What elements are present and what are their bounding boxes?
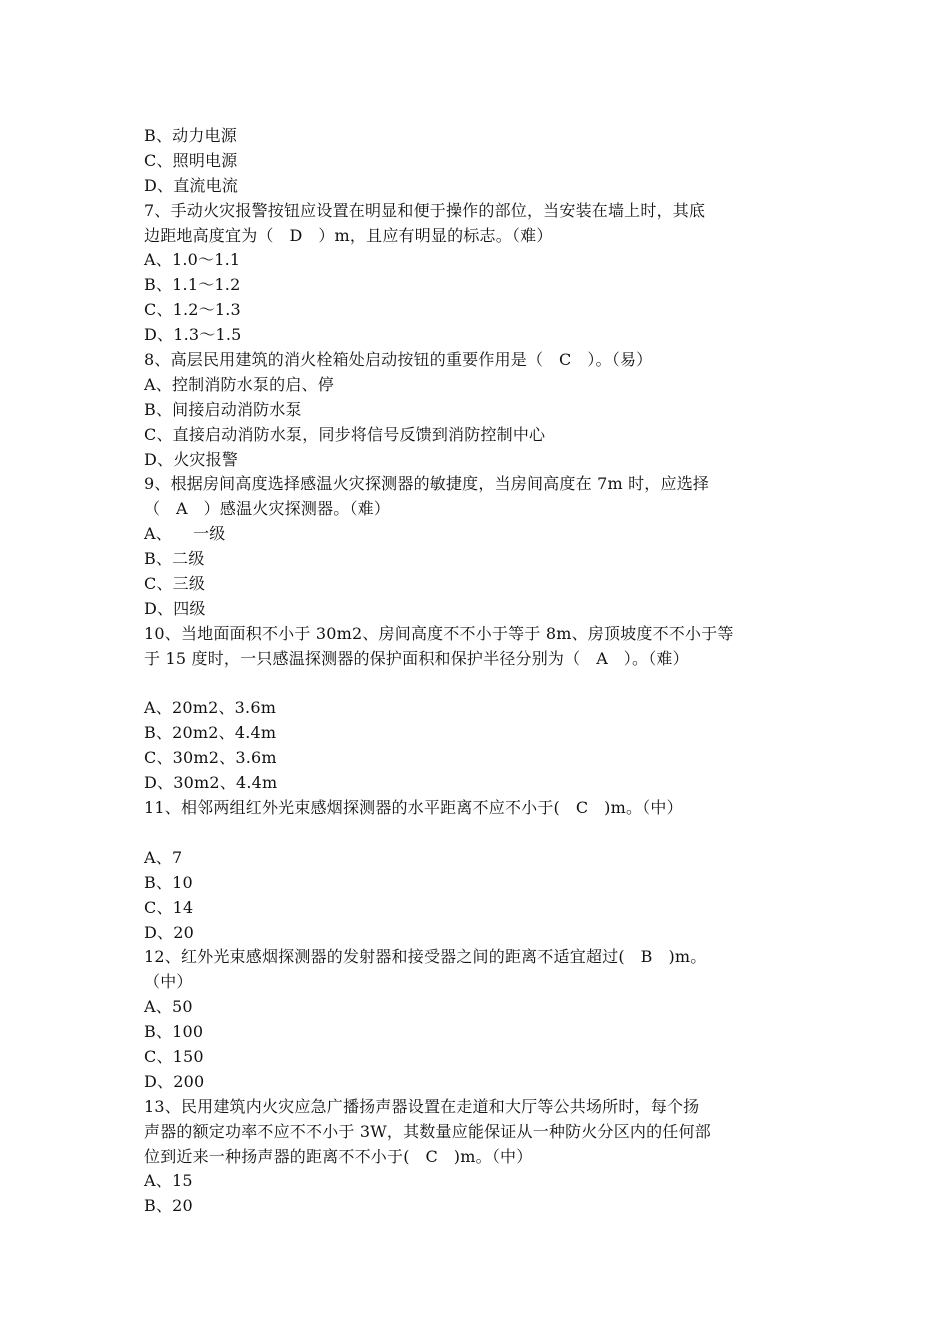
option-line: A、15 bbox=[144, 1171, 193, 1191]
option-line: C、三级 bbox=[144, 574, 206, 594]
option-line: B、20 bbox=[144, 1196, 193, 1216]
option-line: C、30m2、3.6m bbox=[144, 748, 277, 768]
option-line: B、间接启动消防水泵 bbox=[144, 399, 302, 419]
question-9-line-2: （ A ）感温火灾探测器。（难） bbox=[144, 499, 391, 519]
option-line: B、100 bbox=[144, 1022, 204, 1042]
question-10-line-2: 于 15 度时，一只感温探测器的保护面积和保护半径分别为（ A ）。（难） bbox=[144, 648, 689, 668]
question-11-line: 11、相邻两组红外光束感烟探测器的水平距离不应不小于( C )m。（中） bbox=[144, 798, 683, 818]
question-9-line-1: 9、根据房间高度选择感温火灾探测器的敏捷度，当房间高度在 7m 时，应选择 bbox=[144, 474, 710, 494]
option-line: D、火灾报警 bbox=[144, 449, 239, 469]
option-line: A、7 bbox=[144, 847, 183, 867]
option-line: A、50 bbox=[144, 997, 193, 1017]
option-line: D、30m2、4.4m bbox=[144, 773, 278, 793]
option-line: A、 一级 bbox=[144, 524, 226, 544]
option-line: A、控制消防水泵的启、停 bbox=[144, 374, 334, 394]
option-line: D、直流电流 bbox=[144, 175, 239, 195]
question-12-line-2: （中） bbox=[144, 972, 193, 992]
question-13-line-2: 声器的额定功率不应不不小于 3W，其数量应能保证从一种防火分区内的任何部 bbox=[144, 1121, 711, 1141]
question-10-line-1: 10、当地面面积不小于 30m2、房间高度不不小于等于 8m、房顶坡度不不小于等 bbox=[144, 623, 734, 643]
option-line: D、20 bbox=[144, 922, 194, 942]
blank-line bbox=[144, 672, 814, 697]
option-line: A、20m2、3.6m bbox=[144, 698, 277, 718]
option-line: B、二级 bbox=[144, 549, 205, 569]
question-7-line-1: 7、手动火灾报警按钮应设置在明显和便于操作的部位，当安装在墙上时，其底 bbox=[144, 200, 706, 220]
question-12-line-1: 12、红外光束感烟探测器的发射器和接受器之间的距离不适宜超过( B )m。 bbox=[144, 947, 707, 967]
option-line: C、照明电源 bbox=[144, 150, 238, 170]
option-line: D、四级 bbox=[144, 598, 206, 618]
option-line: C、直接启动消防水泵，同步将信号反馈到消防控制中心 bbox=[144, 424, 546, 444]
question-8-line: 8、高层民用建筑的消火栓箱处启动按钮的重要作用是（ C ）。（易） bbox=[144, 350, 653, 370]
option-line: C、1.2～1.3 bbox=[144, 300, 241, 320]
option-line: B、动力电源 bbox=[144, 126, 237, 145]
question-13-line-3: 位到近来一种扬声器的距离不不小于( C )m。（中） bbox=[144, 1146, 533, 1166]
question-7-line-2: 边距地高度宜为（ D ）m，且应有明显的标志。（难） bbox=[144, 225, 553, 245]
option-line: B、10 bbox=[144, 872, 193, 892]
option-line: D、1.3～1.5 bbox=[144, 325, 242, 345]
option-line: C、150 bbox=[144, 1046, 204, 1066]
question-13-line-1: 13、民用建筑内火灾应急广播扬声器设置在走道和大厅等公共场所时，每个扬 bbox=[144, 1096, 700, 1116]
option-line: C、14 bbox=[144, 897, 194, 917]
option-line: B、1.1～1.2 bbox=[144, 275, 241, 295]
document-page bbox=[144, 124, 814, 1219]
option-line: B、20m2、4.4m bbox=[144, 723, 277, 743]
option-line: A、1.0～1.1 bbox=[144, 250, 241, 270]
option-line: D、200 bbox=[144, 1071, 205, 1091]
blank-line bbox=[144, 821, 814, 846]
